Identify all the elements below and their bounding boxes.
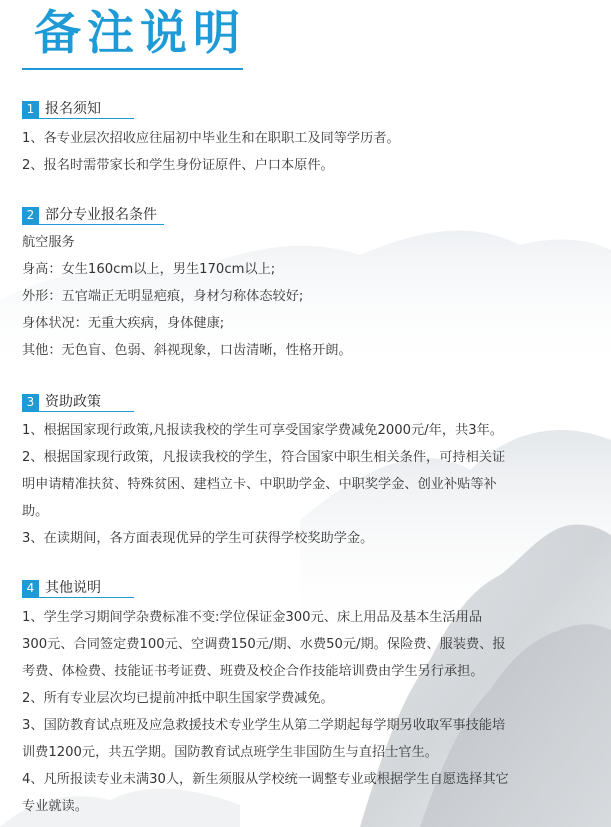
section-header-financial-aid bbox=[22, 389, 105, 411]
section-number: 3 bbox=[22, 394, 39, 411]
paragraph-line: 300元、合同签定费100元、空调费150元/期、水费50元/期。保险费、服装费、报 bbox=[22, 637, 506, 652]
paragraph-line: 3、国防教育试点班及应急救援技术专业学生从第二学期起每学期另收取军事技能培 bbox=[22, 718, 506, 733]
paragraph-line: 考费、体检费、技能证书考证费、班费及校企合作技能培训费由学生另行承担。 bbox=[22, 664, 484, 679]
paragraph-line: 训费1200元，共五学期。国防教育试点班学生非国防生与直招士官生。 bbox=[22, 745, 438, 760]
section-divider bbox=[22, 224, 164, 225]
section-number: 1 bbox=[22, 101, 39, 118]
section-number: 4 bbox=[22, 580, 39, 597]
section-divider bbox=[22, 411, 134, 412]
page-title: 备注说明 bbox=[34, 6, 246, 61]
section-heading: 资助政策 bbox=[45, 394, 101, 410]
section-header-registration-notice bbox=[22, 96, 105, 118]
paragraph-line: 身体状况：无重大疾病，身体健康; bbox=[22, 316, 225, 331]
paragraph-line: 2、根据国家现行政策，凡报读我校的学生，符合国家中职生相关条件，可持相关证 bbox=[22, 450, 506, 465]
paragraph-line: 1、根据国家现行政策,凡报读我校的学生可享受国家学费减免2000元/年，共3年。 bbox=[22, 423, 503, 438]
section-divider bbox=[22, 118, 134, 119]
section-header-registration-conditions bbox=[22, 202, 161, 224]
paragraph-line: 身高：女生160cm以上，男生170cm以上; bbox=[22, 262, 276, 277]
paragraph-line: 航空服务 bbox=[22, 235, 75, 250]
section-number: 2 bbox=[22, 207, 39, 224]
paragraph-line: 2、报名时需带家长和学生身份证原件、户口本原件。 bbox=[22, 158, 334, 173]
section-header-other-notes bbox=[22, 575, 105, 597]
paragraph-line: 外形：五官端正无明显疤痕，身材匀称体态较好; bbox=[22, 289, 304, 304]
paragraph-line: 1、学生学习期间学杂费标准不变:学位保证金300元、床上用品及基本生活用品 bbox=[22, 610, 483, 625]
section-heading: 部分专业报名条件 bbox=[45, 207, 157, 223]
section-divider bbox=[22, 597, 134, 598]
paragraph-line: 其他：无色盲、色弱、斜视现象，口齿清晰，性格开朗。 bbox=[22, 343, 352, 358]
paragraph-line: 3、在读期间，各方面表现优异的学生可获得学校奖助学金。 bbox=[22, 531, 374, 546]
title-underline bbox=[22, 68, 243, 70]
paragraph-line: 4、凡所报读专业未满30人，新生须服从学校统一调整专业或根据学生自愿选择其它 bbox=[22, 772, 509, 787]
section-heading: 报名须知 bbox=[45, 101, 101, 117]
paragraph-line: 1、各专业层次招收应往届初中毕业生和在职职工及同等学历者。 bbox=[22, 131, 400, 146]
paragraph-line: 专业就读。 bbox=[22, 799, 88, 814]
section-heading: 其他说明 bbox=[45, 580, 101, 596]
paragraph-line: 明申请精准扶贫、特殊贫困、建档立卡、中职助学金、中职奖学金、创业补贴等补 bbox=[22, 477, 497, 492]
paragraph-line: 2、所有专业层次均已提前冲抵中职生国家学费减免。 bbox=[22, 691, 334, 706]
paragraph-line: 助。 bbox=[22, 504, 49, 519]
